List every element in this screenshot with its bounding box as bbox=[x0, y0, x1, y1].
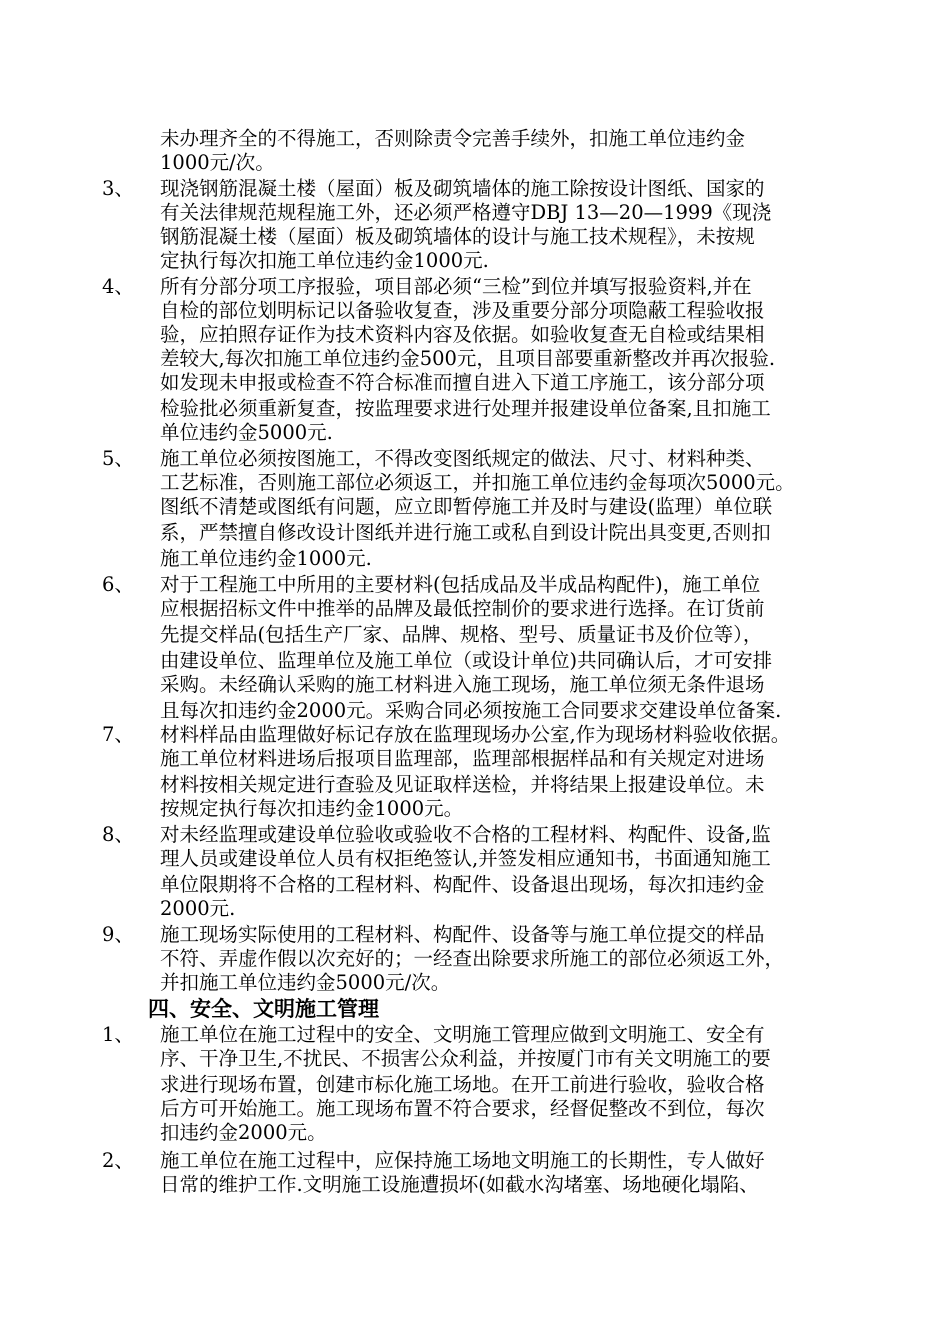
item-number: 3、 bbox=[102, 177, 134, 200]
paragraph-line: 施工单位违约金1000元. bbox=[160, 547, 372, 570]
paragraph-line: 施工现场实际使用的工程材料、构配件、设备等与施工单位提交的样品 bbox=[160, 923, 765, 946]
paragraph-line: 材料样品由监理做好标记存放在监理现场办公室,作为现场材料验收依据。 bbox=[160, 723, 791, 746]
paragraph-line: 求进行现场布置，创建市标化施工场地。在开工前进行验收，验收合格 bbox=[160, 1073, 765, 1096]
item-number: 5、 bbox=[102, 447, 134, 470]
paragraph-line: 1000元/次。 bbox=[160, 151, 275, 174]
paragraph-line: 扣违约金2000元。 bbox=[160, 1121, 327, 1144]
paragraph-line: 按规定执行每次扣违约金1000元。 bbox=[160, 797, 464, 820]
paragraph-line: 材料按相关规定进行查验及见证取样送检，并将结果上报建设单位。未 bbox=[160, 773, 765, 796]
paragraph-line: 施工单位在施工过程中的安全、文明施工管理应做到文明施工、安全有 bbox=[160, 1023, 765, 1046]
paragraph-line: 采购。未经确认采购的施工材料进入施工现场，施工单位须无条件退场 bbox=[160, 673, 765, 696]
paragraph-line: 单位违约金5000元. bbox=[160, 421, 333, 444]
paragraph-line: 未办理齐全的不得施工，否则除责令完善手续外，扣施工单位违约金 bbox=[160, 127, 746, 150]
item-number: 8、 bbox=[102, 823, 134, 846]
paragraph-line: 施工单位材料进场后报项目监理部，监理部根据样品和有关规定对进场 bbox=[160, 747, 765, 770]
paragraph-line: 自检的部位划明标记以备验收复查，涉及重要分部分项隐蔽工程验收报 bbox=[160, 299, 765, 322]
paragraph-line: 且每次扣违约金2000元。采购合同必须按施工合同要求交建设单位备案. bbox=[160, 699, 782, 722]
paragraph-line: 后方可开始施工。施工现场布置不符合要求，经督促整改不到位，每次 bbox=[160, 1097, 765, 1120]
paragraph-line: 系，严禁擅自修改设计图纸并进行施工或私自到设计院出具变更,否则扣 bbox=[160, 521, 771, 544]
paragraph-line: 由建设单位、监理单位及施工单位（或设计单位)共同确认后，才可安排 bbox=[160, 649, 773, 672]
paragraph-line: 先提交样品(包括生产厂家、品牌、规格、型号、质量证书及价位等）， bbox=[160, 623, 763, 646]
paragraph-line: 不符、弄虚作假以次充好的；一经查出除要求所施工的部位必须返工外， bbox=[160, 947, 785, 970]
paragraph-line: 并扣施工单位违约金5000元/次。 bbox=[160, 971, 451, 994]
paragraph-line: 验，应拍照存证作为技术资料内容及依据。如验收复查无自检或结果相 bbox=[160, 323, 765, 346]
paragraph-line: 如发现未申报或检查不符合标准而擅自进入下道工序施工，该分部分项 bbox=[160, 371, 765, 394]
item-number: 1、 bbox=[102, 1023, 134, 1046]
paragraph-line: 理人员或建设单位人员有权拒绝签认,并签发相应通知书，书面通知施工 bbox=[160, 847, 771, 870]
paragraph-line: 定执行每次扣施工单位违约金1000元. bbox=[160, 249, 489, 272]
paragraph-line: 序、干净卫生,不扰民、不损害公众利益，并按厦门市有关文明施工的要 bbox=[160, 1047, 771, 1070]
paragraph-line: 对未经监理或建设单位验收或验收不合格的工程材料、构配件、设备,监 bbox=[160, 823, 771, 846]
paragraph-line: 施工单位必须按图施工，不得改变图纸规定的做法、尺寸、材料种类、 bbox=[160, 447, 765, 470]
paragraph-line: 所有分部分项工序报验，项目部必须“三检”到位并填写报验资料,并在 bbox=[160, 275, 752, 298]
paragraph-line: 现浇钢筋混凝土楼（屋面）板及砌筑墙体的施工除按设计图纸、国家的 bbox=[160, 177, 765, 200]
item-number: 9、 bbox=[102, 923, 134, 946]
paragraph-line: 图纸不清楚或图纸有问题，应立即暂停施工并及时与建设(监理）单位联 bbox=[160, 495, 773, 518]
item-number: 4、 bbox=[102, 275, 134, 298]
paragraph-line: 应根据招标文件中推举的品牌及最低控制价的要求进行选择。在订货前 bbox=[160, 597, 765, 620]
paragraph-line: 施工单位在施工过程中，应保持施工场地文明施工的长期性，专人做好 bbox=[160, 1149, 765, 1172]
paragraph-line: 有关法律规范规程施工外，还必须严格遵守DBJ 13—20—1999《现浇 bbox=[160, 201, 772, 224]
paragraph-line: 检验批必须重新复查，按监理要求进行处理并报建设单位备案,且扣施工 bbox=[160, 397, 771, 420]
paragraph-line: 日常的维护工作.文明施工设施遭损坏(如截水沟堵塞、场地硬化塌陷、 bbox=[160, 1173, 759, 1196]
paragraph-line: 对于工程施工中所用的主要材料(包括成品及半成品构配件)，施工单位 bbox=[160, 573, 761, 596]
section-heading: 四、安全、文明施工管理 bbox=[148, 997, 379, 1021]
item-number: 7、 bbox=[102, 723, 134, 746]
paragraph-line: 2000元. bbox=[160, 897, 236, 920]
paragraph-line: 差较大,每次扣施工单位违约金500元，且项目部要重新整改并再次报验. bbox=[160, 347, 776, 370]
paragraph-line: 工艺标准，否则施工部位必须返工，并扣施工单位违约金每项次5000元。 bbox=[160, 471, 795, 494]
paragraph-line: 钢筋混凝土楼（屋面）板及砌筑墙体的设计与施工技术规程》，未按规 bbox=[160, 225, 755, 248]
item-number: 6、 bbox=[102, 573, 134, 596]
paragraph-line: 单位限期将不合格的工程材料、构配件、设备退出现场，每次扣违约金 bbox=[160, 873, 765, 896]
item-number: 2、 bbox=[102, 1149, 134, 1172]
